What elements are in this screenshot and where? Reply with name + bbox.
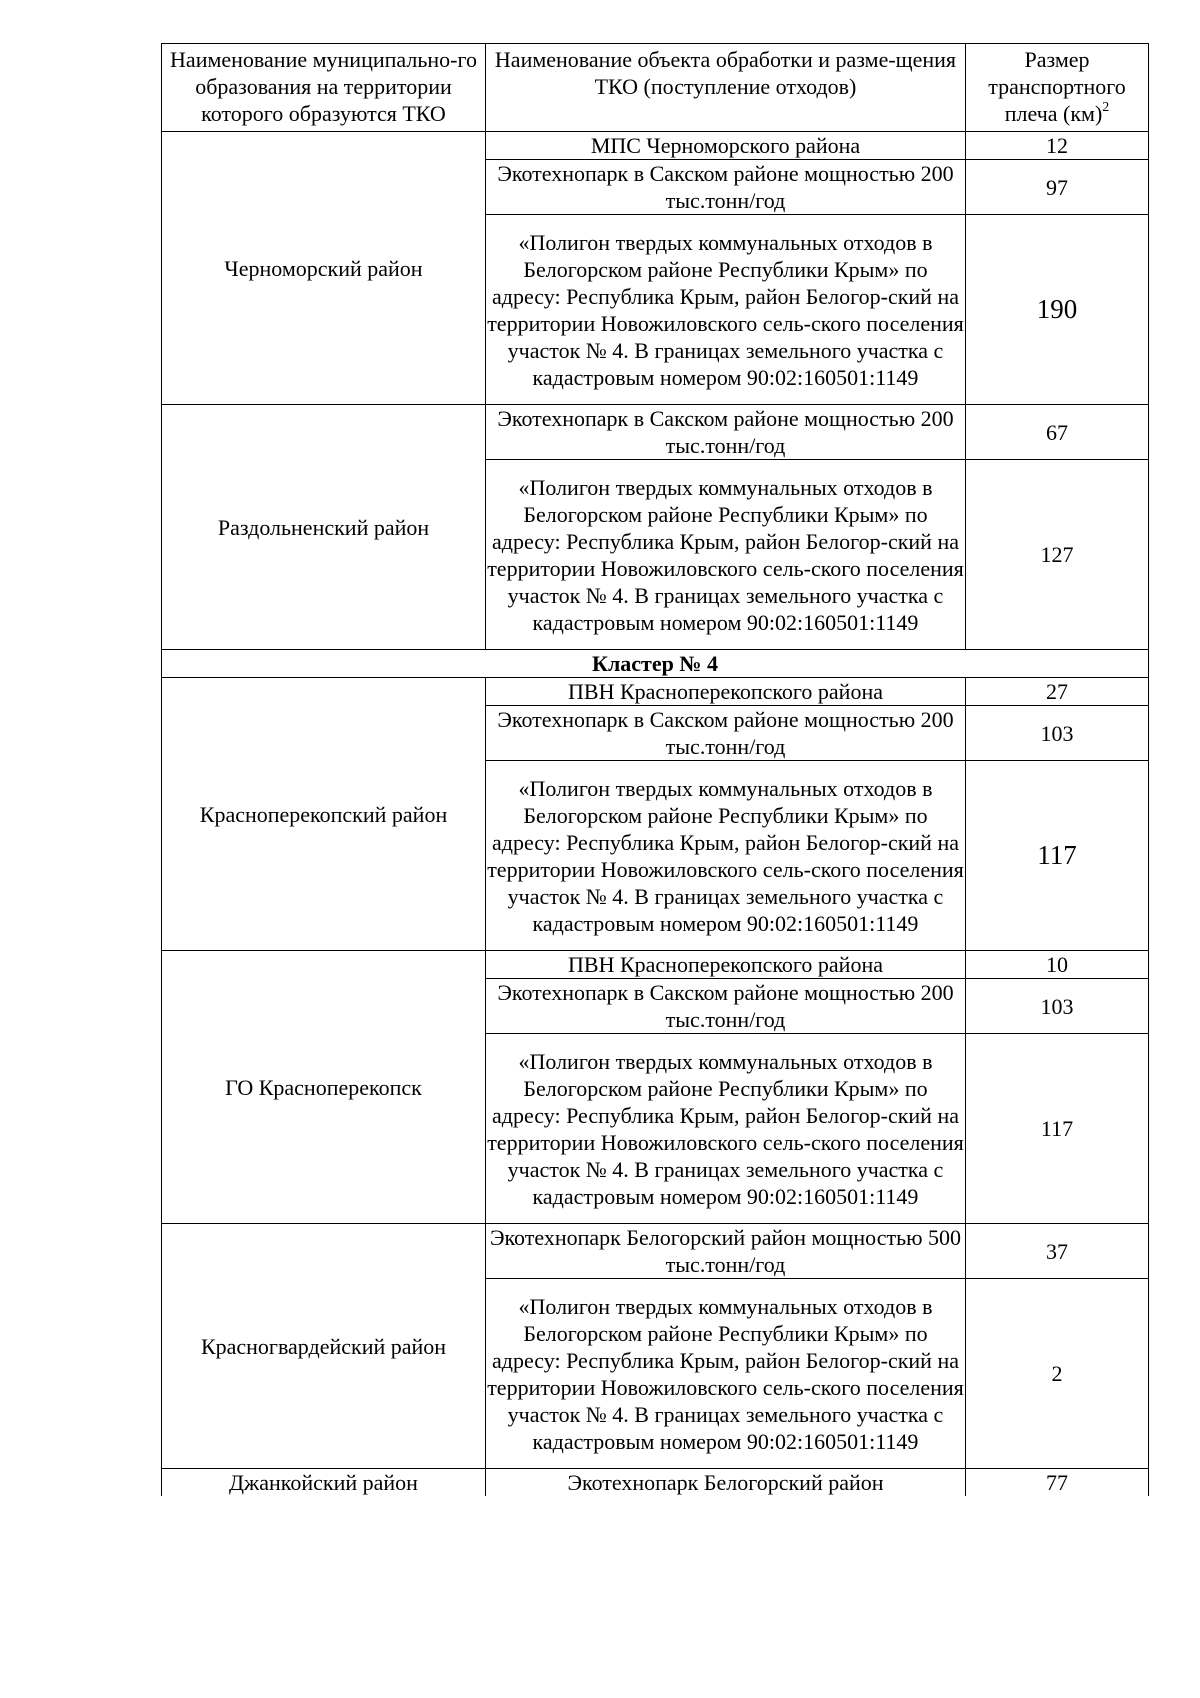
cluster-heading: Кластер № 4 bbox=[162, 650, 1149, 678]
object-cell: Экотехнопарк в Сакском районе мощностью 200 тыс.тонн/год bbox=[486, 405, 966, 460]
object-cell: Экотехнопарк в Сакском районе мощностью 200 тыс.тонн/год bbox=[486, 160, 966, 215]
municipality-cell: Раздольненский район bbox=[162, 405, 486, 650]
header-object: Наименование объекта обработки и разме-щения ТКО (поступление отходов) bbox=[486, 44, 966, 132]
object-cell: Экотехнопарк в Сакском районе мощностью 200 тыс.тонн/год bbox=[486, 706, 966, 761]
object-cell: «Полигон твердых коммунальных отходов в Белогорском районе Республики Крым» по адресу: Республика Крым, район Белогор-ский на территории Новожиловского сель-ского поселения участок № 4. В границах земельного участка с кадастровым номером 90:02:160501:1149 bbox=[486, 1279, 966, 1469]
table-row bbox=[162, 405, 1149, 460]
header-distance bbox=[966, 44, 1149, 132]
distance-cell: 117 bbox=[966, 761, 1149, 951]
distance-cell: 27 bbox=[966, 678, 1149, 706]
header-municipality: Наименование муниципально-го образования на территории которого образуются ТКО bbox=[162, 44, 486, 132]
distance-cell: 117 bbox=[966, 1034, 1149, 1224]
object-cell: «Полигон твердых коммунальных отходов в Белогорском районе Республики Крым» по адресу: Республика Крым, район Белогор-ский на территории Новожиловского сель-ского поселения участок № 4. В границах земельного участка с кадастровым номером 90:02:160501:1149 bbox=[486, 1034, 966, 1224]
object-cell: Экотехнопарк Белогорский район bbox=[486, 1469, 966, 1497]
object-cell: Экотехнопарк в Сакском районе мощностью 200 тыс.тонн/год bbox=[486, 979, 966, 1034]
distance-cell: 127 bbox=[966, 460, 1149, 650]
table-row bbox=[162, 1224, 1149, 1279]
distance-cell: 103 bbox=[966, 706, 1149, 761]
table-row bbox=[162, 678, 1149, 706]
table-row bbox=[162, 1469, 1149, 1497]
distance-cell: 97 bbox=[966, 160, 1149, 215]
object-cell: Экотехнопарк Белогорский район мощностью 500 тыс.тонн/год bbox=[486, 1224, 966, 1279]
cluster-row bbox=[162, 650, 1149, 678]
municipality-cell: Джанкойский район bbox=[162, 1469, 486, 1497]
distance-cell: 2 bbox=[966, 1279, 1149, 1469]
distance-cell: 37 bbox=[966, 1224, 1149, 1279]
object-cell: «Полигон твердых коммунальных отходов в Белогорском районе Республики Крым» по адресу: Республика Крым, район Белогор-ский на территории Новожиловского сель-ского поселения участок № 4. В границах земельного участка с кадастровым номером 90:02:160501:1149 bbox=[486, 761, 966, 951]
distance-cell: 103 bbox=[966, 979, 1149, 1034]
object-cell: ПВН Красноперекопского района bbox=[486, 678, 966, 706]
municipality-cell: Красноперекопский район bbox=[162, 678, 486, 951]
object-cell: МПС Черноморского района bbox=[486, 132, 966, 160]
distance-cell: 67 bbox=[966, 405, 1149, 460]
distance-cell: 77 bbox=[966, 1469, 1149, 1497]
waste-transport-table bbox=[161, 43, 1149, 1496]
table-header-row bbox=[162, 44, 1149, 132]
object-cell: «Полигон твердых коммунальных отходов в Белогорском районе Республики Крым» по адресу: Республика Крым, район Белогор-ский на территории Новожиловского сель-ского поселения участок № 4. В границах земельного участка с кадастровым номером 90:02:160501:1149 bbox=[486, 460, 966, 650]
municipality-cell: Красногвардейский район bbox=[162, 1224, 486, 1469]
municipality-cell: Черноморский район bbox=[162, 132, 486, 405]
object-cell: ПВН Красноперекопского района bbox=[486, 951, 966, 979]
distance-cell: 12 bbox=[966, 132, 1149, 160]
distance-cell: 190 bbox=[966, 215, 1149, 405]
header-distance-footnote: 2 bbox=[1102, 99, 1110, 115]
distance-cell: 10 bbox=[966, 951, 1149, 979]
table-row bbox=[162, 951, 1149, 979]
table-row bbox=[162, 132, 1149, 160]
document-page bbox=[161, 43, 1148, 1496]
header-distance-label: Размер транспортного плеча (км) bbox=[988, 47, 1126, 126]
municipality-cell: ГО Красноперекопск bbox=[162, 951, 486, 1224]
object-cell: «Полигон твердых коммунальных отходов в Белогорском районе Республики Крым» по адресу: Республика Крым, район Белогор-ский на территории Новожиловского сель-ского поселения участок № 4. В границах земельного участка с кадастровым номером 90:02:160501:1149 bbox=[486, 215, 966, 405]
